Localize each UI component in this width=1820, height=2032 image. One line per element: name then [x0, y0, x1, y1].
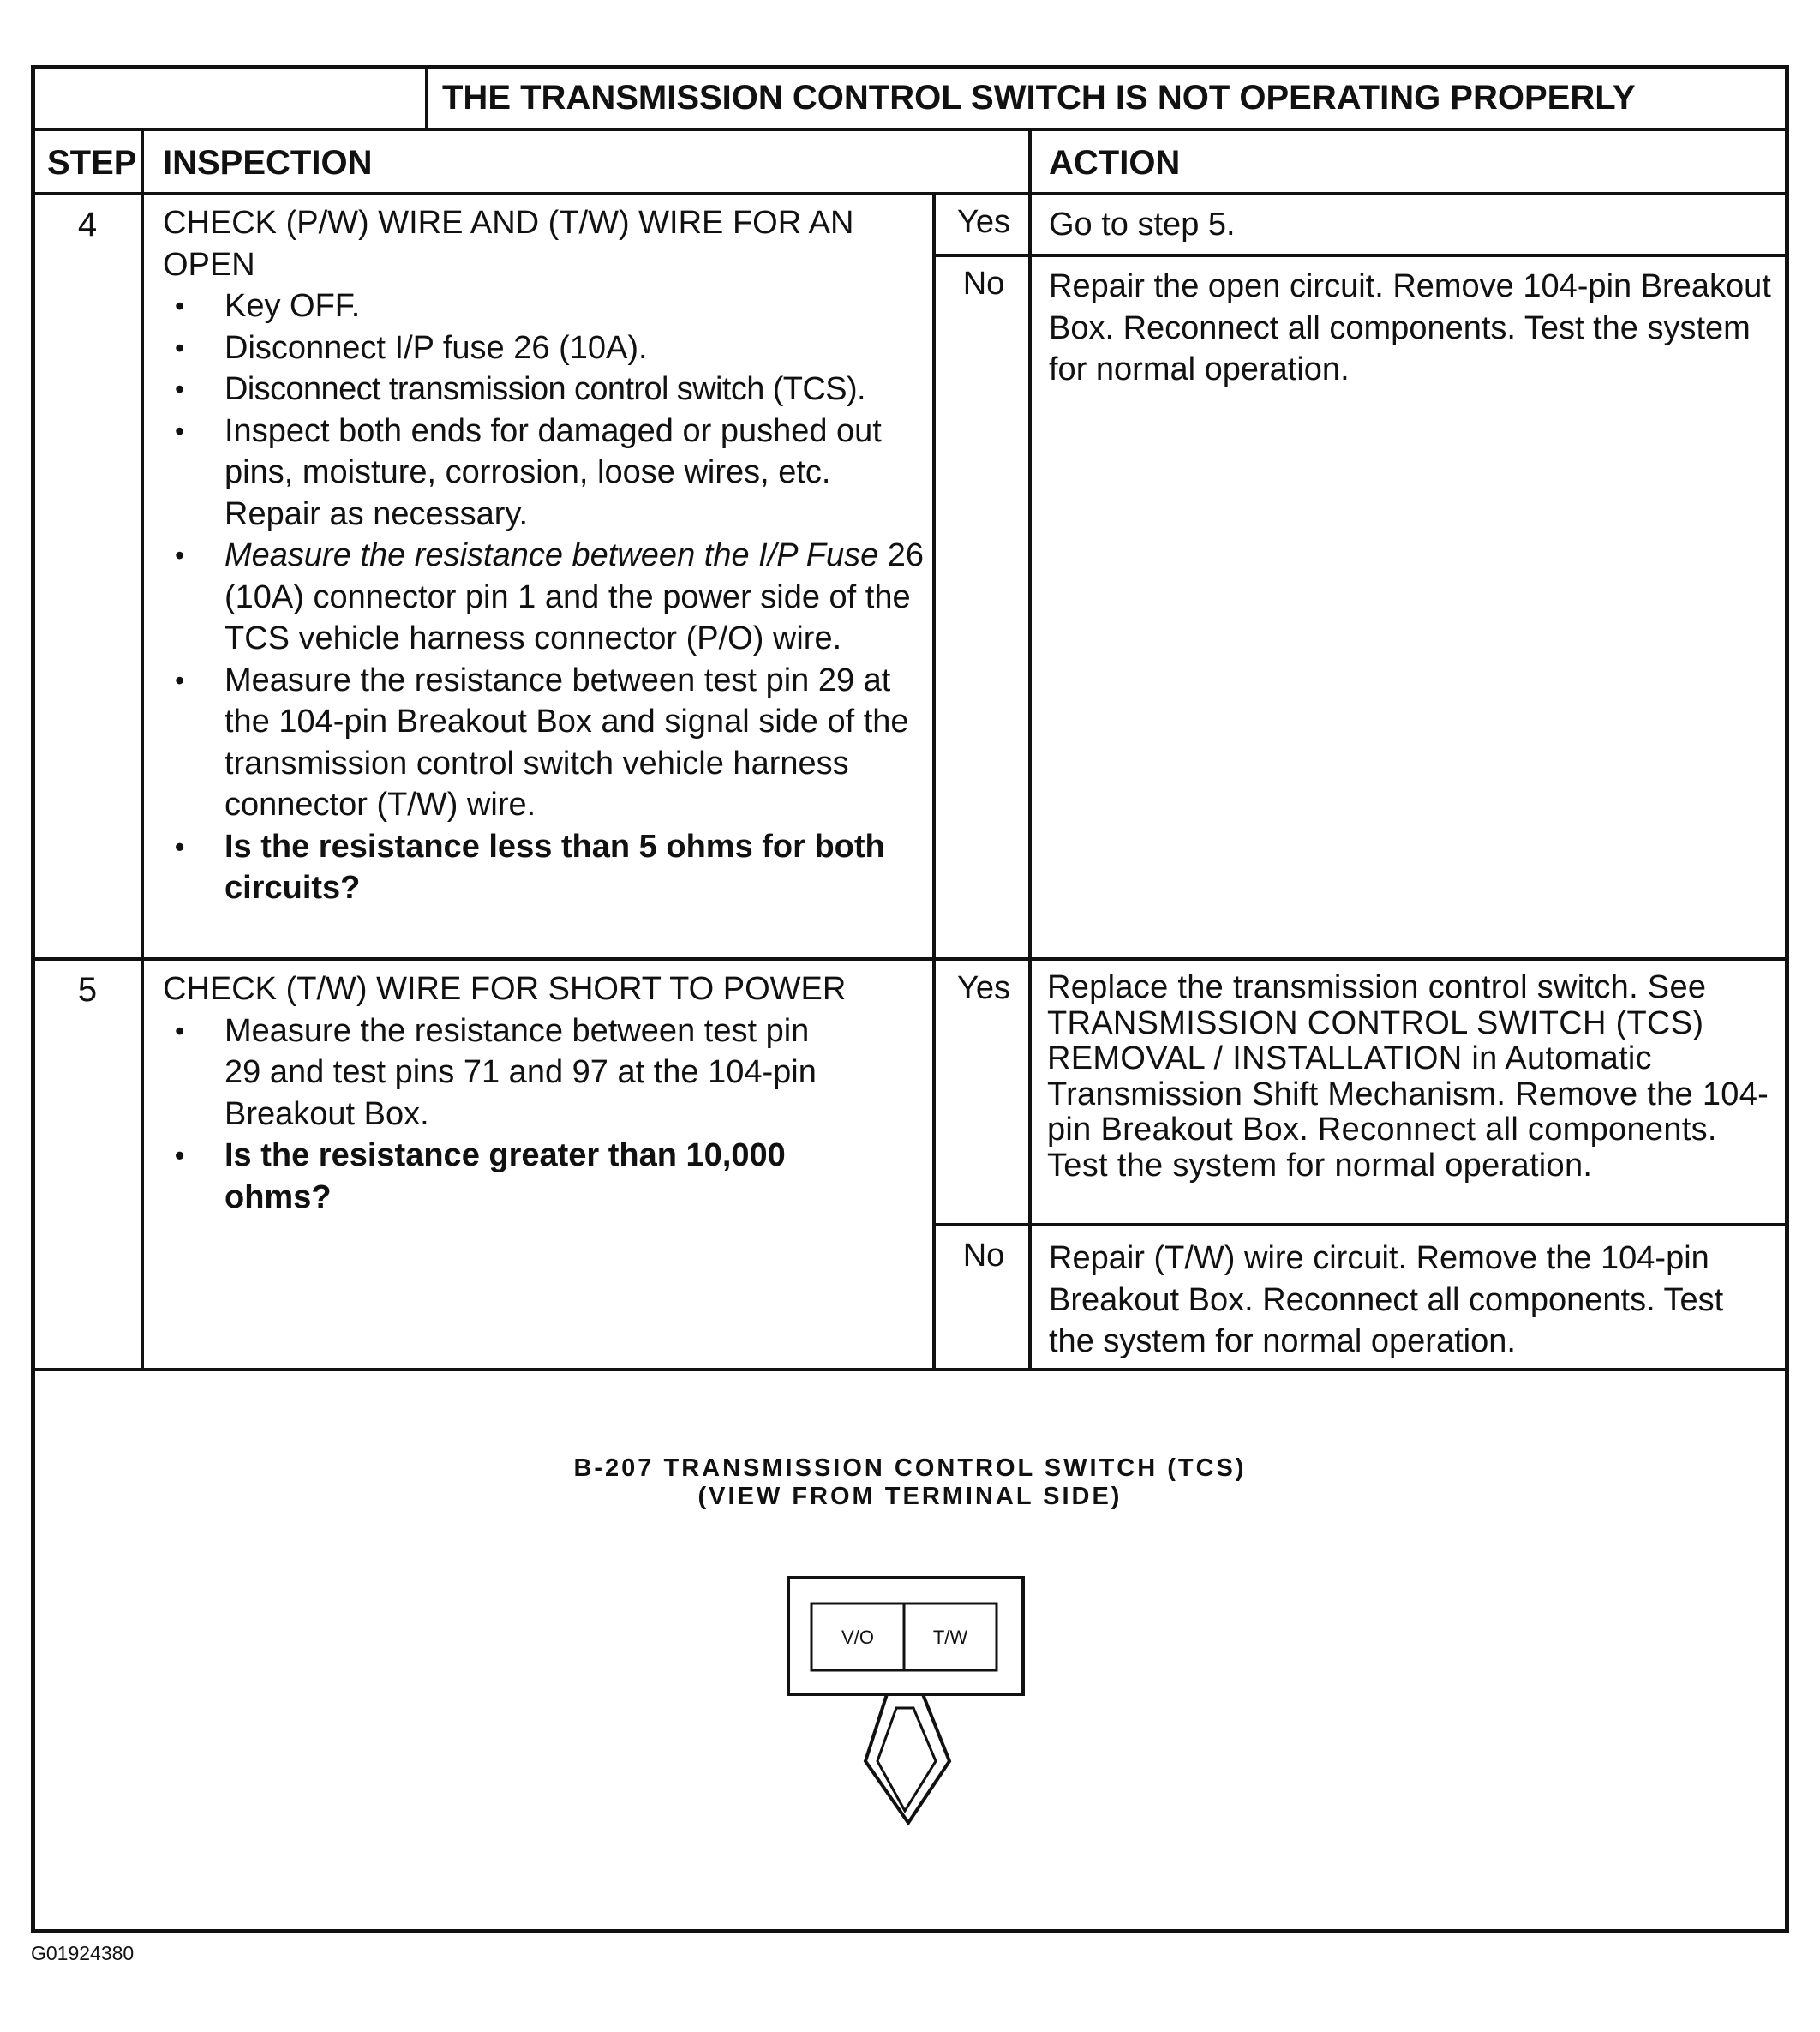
step-5-bullet-list [163, 1010, 900, 1219]
header-step: STEP [47, 144, 137, 182]
header-inspection: INSPECTION [163, 144, 373, 182]
step-5-no-action: Repair (T/W) wire circuit. Remove the 104-pin Breakout Box. Reconnect all components. Test the system for normal operation. [1049, 1240, 1724, 1359]
pin-v-o-label: V/O [841, 1627, 874, 1648]
step-5-yes-action: Replace the transmission control switch. See TRANSMISSION CONTROL SWITCH (TCS) REMOVAL / INSTALLATION in Automatic Transmission Shift Mechanism. Remove the 104-pin Breakout Box. Reconnect all components. Test the system for normal operation. [1047, 969, 1769, 1184]
step-4-bullet-measure-fuse [163, 535, 925, 660]
step-4-yes-label: Yes [957, 204, 1010, 240]
step-4-yes-action: Go to step 5. [1049, 207, 1236, 243]
rule-under-headers [31, 192, 1789, 195]
step-4-bullet: • Disconnect transmission control switch (TCS). [163, 369, 925, 411]
table-title: THE TRANSMISSION CONTROL SWITCH IS NOT OPERATING PROPERLY [442, 79, 1636, 117]
rule-yesno-left [932, 192, 936, 1370]
rule-step5-yes-no [932, 1223, 1789, 1226]
rule-action-column [1028, 128, 1032, 1370]
step-4-italic-lead: Measure the resistance between the I/P Fuse [225, 537, 879, 573]
step-4-inspection [163, 202, 925, 909]
rule-step-column [141, 128, 144, 1370]
figure-caption-line-2: (VIEW FROM TERMINAL SIDE) [697, 1483, 1123, 1510]
figure-id: G01924380 [31, 1942, 135, 1964]
step-4-number: 4 [77, 206, 98, 243]
step-5-inspection [163, 968, 900, 1218]
figure-caption-line-1: B-207 TRANSMISSION CONTROL SWITCH (TCS) [573, 1454, 1247, 1482]
rule-title-left [425, 65, 428, 129]
connector-housing [788, 1578, 1023, 1694]
step-4-bullet: • Inspect both ends for damaged or pushed out pins, moisture, corrosion, loose wires, etc. Repair as necessary. [163, 411, 925, 536]
step-4-no-action: Repair the open circuit. Remove 104-pin Breakout Box. Reconnect all components. Test the system for normal operation. [1049, 268, 1771, 387]
step-5-heading: CHECK (T/W) WIRE FOR SHORT TO POWER [163, 971, 847, 1007]
step-4-bullet: • Disconnect I/P fuse 26 (10A). [163, 327, 925, 369]
step-5-yes-label: Yes [957, 970, 1010, 1006]
rule-above-figure [31, 1368, 1789, 1371]
connector-diagram [771, 1564, 1045, 1838]
step-5-number: 5 [77, 971, 98, 1009]
step-4-no-label: No [962, 266, 1005, 302]
step-5-no-label: No [962, 1238, 1005, 1274]
header-action: ACTION [1049, 144, 1181, 182]
step-5-bullet: • Measure the resistance between test pin 29 and test pins 71 and 97 at the 104-pin Breakout Box. [163, 1010, 900, 1136]
rule-step4-yes-no [932, 254, 1789, 257]
step-5-question: • Is the resistance greater than 10,000 ohms? [163, 1135, 900, 1218]
figure-caption [31, 1454, 1789, 1511]
pin-t-w-label: T/W [932, 1627, 968, 1648]
step-4-measure-rest: 26 (10A) connector pin 1 and the power side of the TCS vehicle harness connector (P/O) wire. [225, 537, 925, 656]
rule-under-title [31, 128, 1789, 131]
step-4-bullet-list [163, 285, 925, 909]
step-4-bullet: • Measure the resistance between test pin 29 at the 104-pin Breakout Box and signal side of the transmission control switch vehicle harness connector (T/W) wire. [163, 660, 925, 826]
rule-between-steps [31, 957, 1789, 961]
step-4-heading: CHECK (P/W) WIRE AND (T/W) WIRE FOR AN OPEN [163, 205, 854, 283]
step-4-question: • Is the resistance less than 5 ohms for both circuits? [163, 826, 925, 909]
step-4-bullet: • Key OFF. [163, 285, 925, 327]
